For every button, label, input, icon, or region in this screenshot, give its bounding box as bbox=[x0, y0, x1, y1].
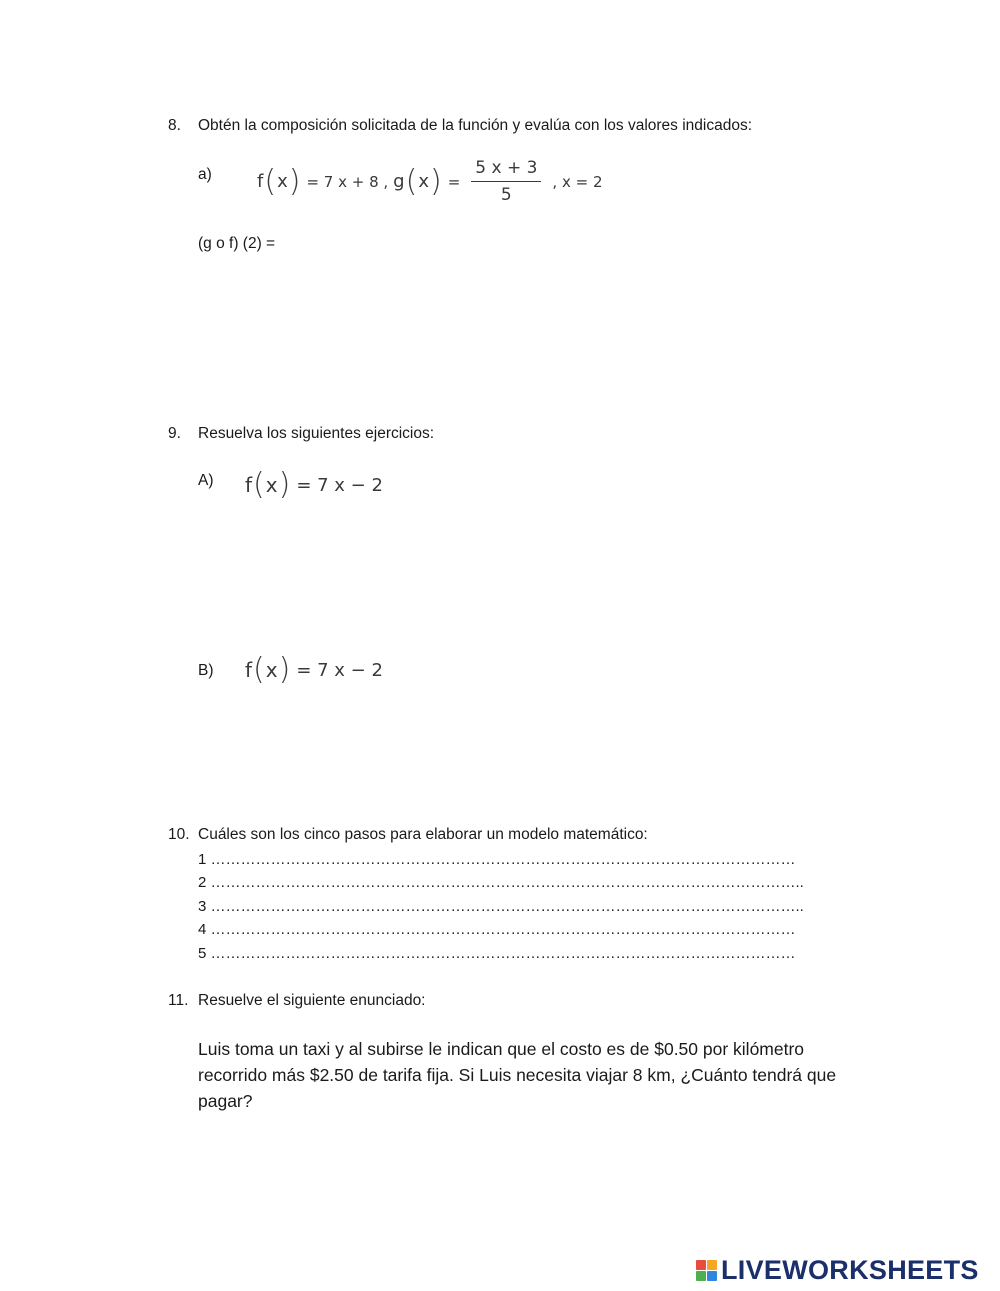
q10-step-2[interactable]: 2 ……………………………………………………………………………………………………….. bbox=[198, 874, 804, 891]
q10-step-1[interactable]: 1 ……………………………………………………………………………………………………… bbox=[198, 851, 796, 868]
fraction bbox=[471, 158, 541, 205]
liveworksheets-logo[interactable] bbox=[696, 1255, 979, 1286]
q8-formula: f ( x ) = 7 x + 8 , g ( x ) = $\frac{5 x + 3}{5}$ , x = 2 bbox=[257, 158, 603, 205]
f-symbol: f bbox=[245, 658, 253, 682]
formula-rhs: = 7 x − 2 bbox=[296, 659, 383, 681]
logo-mark-l bbox=[696, 1260, 706, 1270]
q11-story: Luis toma un taxi y al subirse le indican que el costo es de $0.50 por kilómetro recorrido más $2.50 de tarifa fija. Si Luis necesita viajar 8 km, ¿Cuánto tendrá que pagar? bbox=[198, 1039, 837, 1111]
q9-a-label: A) bbox=[198, 472, 214, 489]
q10-step-5[interactable]: 5 ……………………………………………………………………………………………………… bbox=[198, 945, 796, 962]
q9-b-label: B) bbox=[198, 662, 214, 679]
f-rhs: = 7 x + 8 , bbox=[306, 172, 389, 191]
x-symbol: x bbox=[265, 473, 278, 497]
q8-prompt: (g o f) (2) = bbox=[198, 235, 276, 252]
fraction-numerator: 5 x + 3 bbox=[471, 158, 541, 182]
q10-text: Cuáles son los cinco pasos para elaborar un modelo matemático: bbox=[198, 826, 648, 843]
g-symbol: g bbox=[393, 171, 405, 192]
liveworksheets-logo-icon bbox=[696, 1260, 717, 1281]
x-symbol: x bbox=[265, 658, 278, 682]
q11-text: Resuelve el siguiente enunciado: bbox=[198, 992, 426, 1009]
q9-formula-a: f ( x ) = 7 x − 2 bbox=[245, 467, 383, 502]
f-symbol: f bbox=[245, 473, 253, 497]
q8-a-label: a) bbox=[198, 166, 212, 183]
q10-step-4[interactable]: 4 ……………………………………………………………………………………………………… bbox=[198, 921, 796, 938]
fraction-denominator: 5 bbox=[500, 185, 512, 205]
q10-number: 10. bbox=[168, 826, 190, 843]
q11-number: 11. bbox=[168, 992, 189, 1009]
x-value: , x = 2 bbox=[552, 172, 603, 191]
q10-step-3[interactable]: 3 ……………………………………………………………………………………………………….. bbox=[198, 898, 804, 915]
x-symbol: x bbox=[277, 171, 288, 192]
formula-rhs: = 7 x − 2 bbox=[296, 474, 383, 496]
f-symbol: f bbox=[257, 171, 264, 192]
q9-text: Resuelva los siguientes ejercicios: bbox=[198, 425, 435, 442]
x-symbol: x bbox=[418, 171, 429, 192]
q9-formula-b: f ( x ) = 7 x − 2 bbox=[245, 652, 383, 687]
logo-mark-e bbox=[707, 1271, 717, 1281]
q9-number: 9. bbox=[168, 425, 181, 442]
q8-number: 8. bbox=[168, 117, 181, 134]
logo-mark-i bbox=[707, 1260, 717, 1270]
liveworksheets-logo-text: LIVEWORKSHEETS bbox=[721, 1255, 979, 1285]
g-equals: = bbox=[447, 172, 461, 191]
q8-text: Obtén la composición solicitada de la función y evalúa con los valores indicados: bbox=[198, 117, 753, 134]
logo-mark-v bbox=[696, 1271, 706, 1281]
